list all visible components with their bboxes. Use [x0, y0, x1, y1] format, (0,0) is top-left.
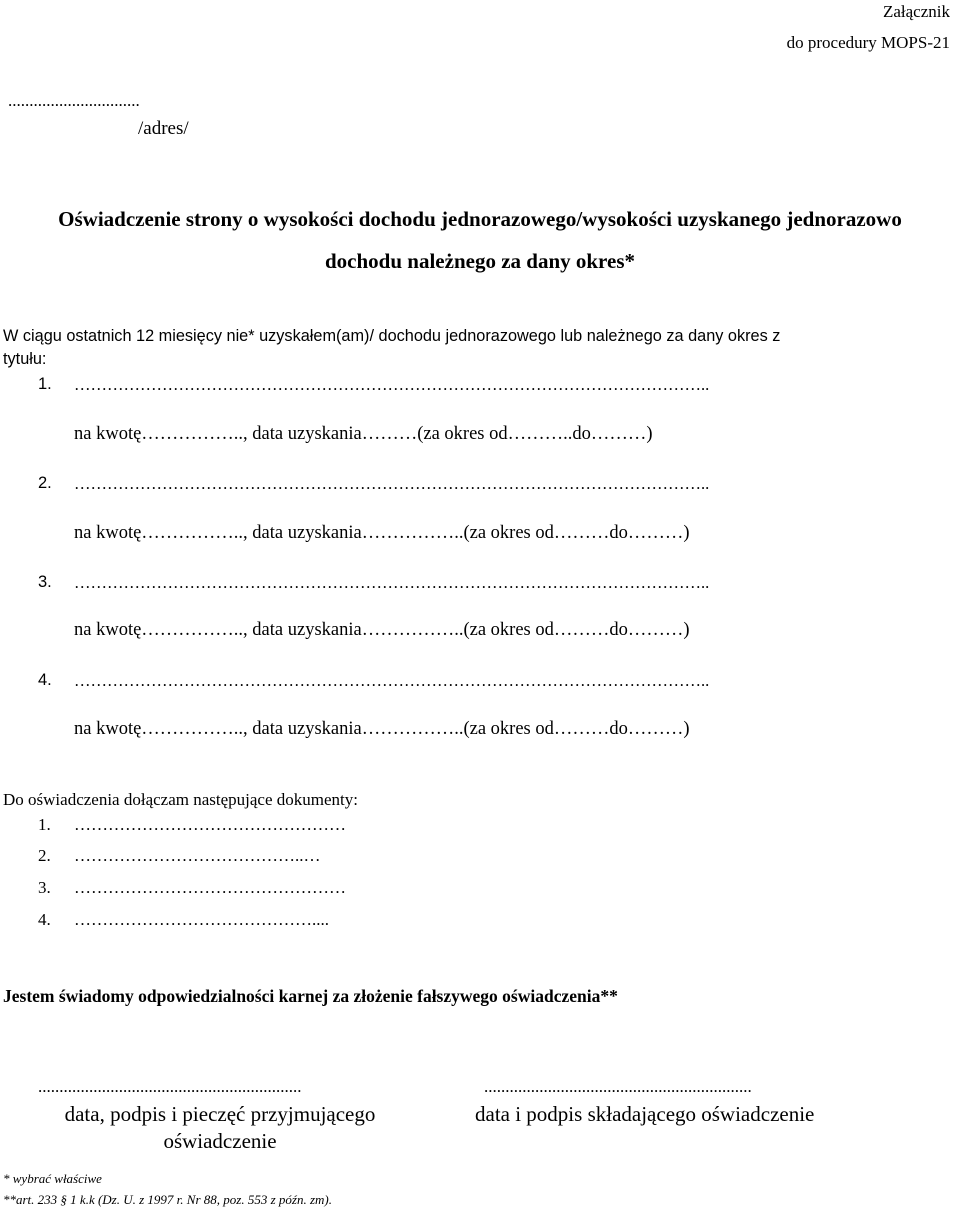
- income-detail: na kwotę…………….., data uzyskania………(za okres od………..do………): [74, 424, 653, 444]
- signature-line-declarant: ...............................................................: [484, 1077, 752, 1096]
- income-title-line: ……………………………………………………………………………………………………..: [74, 671, 710, 690]
- signature-label-receiver: data, podpis i pieczęć przyjmującego: [64, 1102, 376, 1126]
- list-item-number: 2.: [38, 474, 52, 492]
- address-dots: ...............................: [8, 91, 140, 110]
- income-detail: na kwotę…………….., data uzyskania……………..(za okres od………do………): [74, 523, 690, 543]
- procedure-label: do procedury MOPS-21: [786, 33, 950, 52]
- list-item-number: 2.: [38, 846, 51, 865]
- list-item-number: 3.: [38, 573, 52, 591]
- income-title-line: ……………………………………………………………………………………………………..: [74, 573, 710, 592]
- document-title-line1: Oświadczenie strony o wysokości dochodu jednorazowego/wysokości uzyskanego jednorazowo: [58, 207, 902, 231]
- list-item-number: 3.: [38, 878, 51, 897]
- document-line: …………………………………………: [74, 878, 346, 897]
- list-item-number: 4.: [38, 671, 52, 689]
- document-line: ……………………………………....: [74, 910, 329, 929]
- list-item-number: 1.: [38, 815, 51, 834]
- signature-line-receiver: ..............................................................: [38, 1077, 302, 1096]
- footnote-choose: * wybrać właściwe: [3, 1171, 102, 1186]
- signature-label-receiver-cont: oświadczenie: [163, 1129, 277, 1153]
- document-line: …………………………………..…: [74, 846, 321, 865]
- list-item-number: 4.: [38, 910, 51, 929]
- signature-label-declarant: data i podpis składającego oświadczenie: [475, 1102, 815, 1126]
- documents-heading: Do oświadczenia dołączam następujące dokumenty:: [3, 790, 358, 809]
- income-title-line: ……………………………………………………………………………………………………..: [74, 474, 710, 493]
- document-line: …………………………………………: [74, 815, 346, 834]
- intro-text-cont: tytułu:: [3, 350, 47, 368]
- address-label: /adres/: [138, 118, 189, 139]
- attachment-label: Załącznik: [882, 2, 950, 21]
- footnote-legal-basis: **art. 233 § 1 k.k (Dz. U. z 1997 r. Nr 88, poz. 553 z późn. zm).: [3, 1192, 332, 1207]
- document-title-line2: dochodu należnego za dany okres*: [325, 249, 635, 273]
- income-title-line: ……………………………………………………………………………………………………..: [74, 375, 710, 394]
- intro-text: W ciągu ostatnich 12 miesięcy nie* uzyskałem(am)/ dochodu jednorazowego lub należnego za dany okres z: [3, 327, 781, 345]
- list-item-number: 1.: [38, 375, 52, 393]
- income-detail: na kwotę…………….., data uzyskania……………..(za okres od………do………): [74, 620, 690, 640]
- income-detail: na kwotę…………….., data uzyskania……………..(za okres od………do………): [74, 719, 690, 739]
- liability-declaration: Jestem świadomy odpowiedzialności karnej za złożenie fałszywego oświadczenia**: [3, 986, 618, 1006]
